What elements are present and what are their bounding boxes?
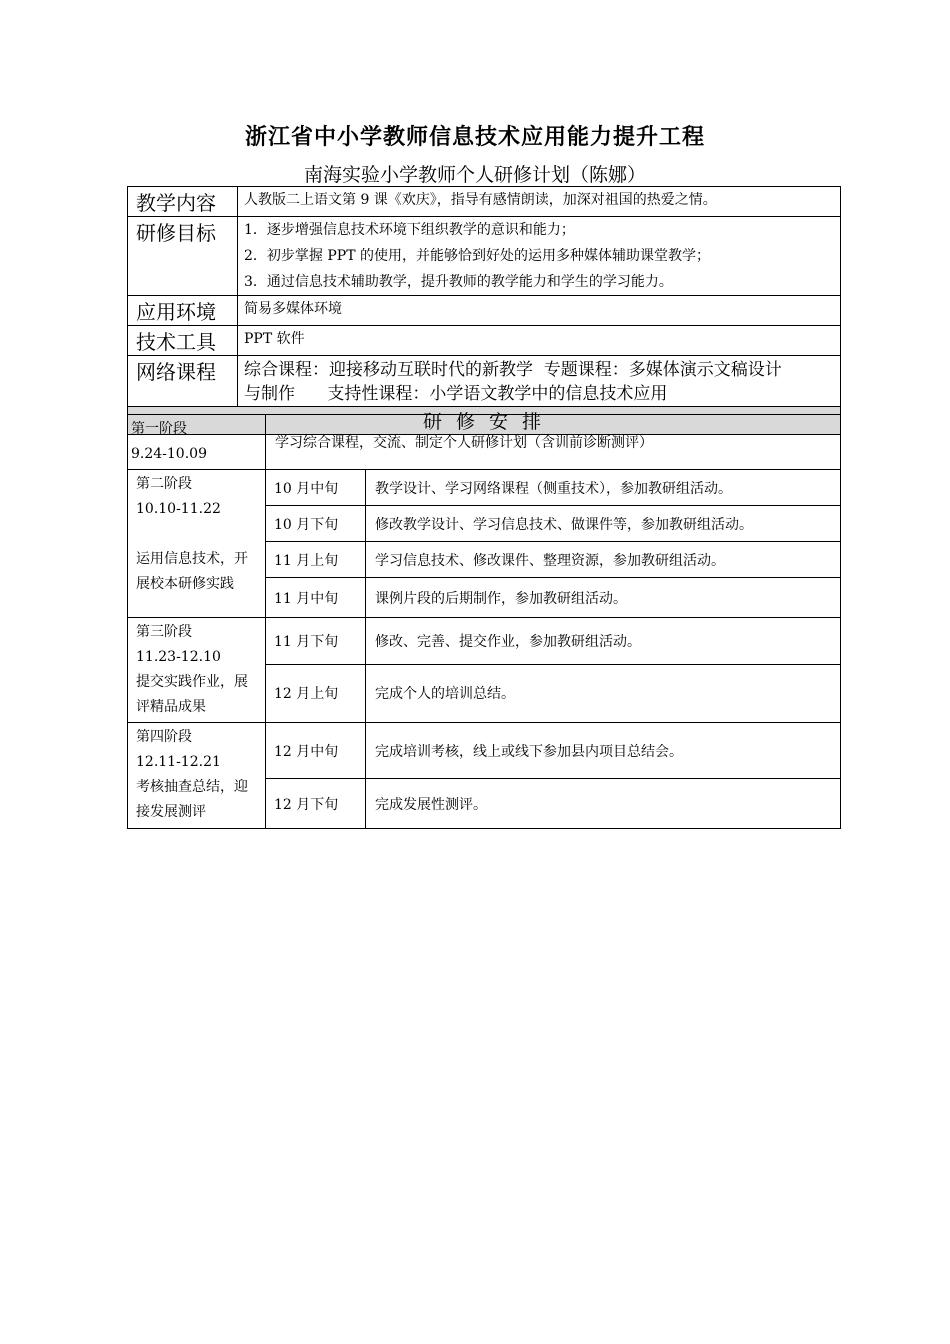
stage-desc: 运用信息技术，开展校本研修实践 bbox=[136, 551, 248, 592]
stage-name: 第三阶段 bbox=[136, 624, 192, 640]
course-label: 网络课程 bbox=[128, 356, 238, 407]
tool-value: PPT 软件 bbox=[238, 326, 841, 356]
task-cell: 完成个人的培训总结。 bbox=[366, 664, 841, 722]
env-row bbox=[128, 296, 841, 326]
task-cell: 修改、完善、提交作业，参加教研组活动。 bbox=[366, 618, 841, 665]
stage1-row bbox=[128, 415, 841, 470]
stage-name: 第一阶段 bbox=[131, 421, 187, 437]
period-cell: 10 月中旬 bbox=[266, 470, 366, 506]
stage-dates: 12.11-12.21 bbox=[136, 754, 221, 770]
schedule-table bbox=[127, 414, 841, 829]
goal-item: 1．逐步增强信息技术环境下组织教学的意识和能力； bbox=[244, 222, 575, 238]
stage-name: 第二阶段 bbox=[136, 476, 192, 492]
env-value: 简易多媒体环境 bbox=[238, 296, 841, 326]
goal-list bbox=[238, 217, 841, 296]
period-cell: 11 月下旬 bbox=[266, 618, 366, 665]
course-line: 综合课程：迎接移动互联时代的新教学 专题课程：多媒体演示文稿设计 bbox=[244, 360, 782, 380]
stage2-cell bbox=[128, 470, 266, 618]
table-row bbox=[128, 618, 841, 665]
period-cell: 11 月上旬 bbox=[266, 542, 366, 578]
goal-item: 2．初步掌握 PPT 的使用，并能够恰到好处的运用多种媒体辅助课堂教学； bbox=[244, 248, 710, 264]
env-label: 应用环境 bbox=[128, 296, 238, 326]
course-value bbox=[238, 356, 841, 407]
content-value: 人教版二上语文第 9 课《欢庆》，指导有感情朗读，加深对祖国的热爱之情。 bbox=[238, 187, 841, 217]
goal-row bbox=[128, 217, 841, 296]
period-cell: 12 月中旬 bbox=[266, 723, 366, 779]
task-cell: 教学设计、学习网络课程（侧重技术），参加教研组活动。 bbox=[366, 470, 841, 506]
stage-dates: 11.23-12.10 bbox=[136, 649, 221, 665]
stage-name: 第四阶段 bbox=[136, 729, 192, 745]
period-cell: 10 月下旬 bbox=[266, 506, 366, 542]
task-cell: 学习信息技术、修改课件、整理资源，参加教研组活动。 bbox=[366, 542, 841, 578]
stage-desc: 提交实践作业，展评精品成果 bbox=[136, 674, 248, 715]
tool-row bbox=[128, 326, 841, 356]
content-label: 教学内容 bbox=[128, 187, 238, 217]
stage-dates: 10.10-11.22 bbox=[136, 501, 221, 517]
course-line: 与制作 支持性课程：小学语文教学中的信息技术应用 bbox=[244, 384, 668, 404]
task-cell: 完成发展性测评。 bbox=[366, 779, 841, 829]
task-cell: 课例片段的后期制作，参加教研组活动。 bbox=[366, 578, 841, 618]
schedule-heading: 研 修 安 排 bbox=[128, 407, 841, 435]
document-title: 浙江省中小学教师信息技术应用能力提升工程 bbox=[244, 124, 705, 150]
document-subtitle: 南海实验小学教师个人研修计划（陈娜） bbox=[303, 164, 646, 186]
period-cell: 11 月中旬 bbox=[266, 578, 366, 618]
goal-item: 3．通过信息技术辅助教学，提升教师的教学能力和学生的学习能力。 bbox=[244, 274, 673, 290]
stage4-cell bbox=[128, 723, 266, 829]
table-row bbox=[128, 470, 841, 506]
task-cell: 完成培训考核，线上或线下参加县内项目总结会。 bbox=[366, 723, 841, 779]
plan-info-table bbox=[127, 186, 841, 435]
stage1-task: 学习综合课程，交流、制定个人研修计划（含训前诊断测评） bbox=[266, 415, 841, 470]
stage3-cell bbox=[128, 618, 266, 723]
course-row bbox=[128, 356, 841, 407]
stage-desc: 考核抽查总结，迎接发展测评 bbox=[136, 779, 248, 820]
period-cell: 12 月上旬 bbox=[266, 664, 366, 722]
table-row bbox=[128, 723, 841, 779]
tool-label: 技术工具 bbox=[128, 326, 238, 356]
task-cell: 修改教学设计、学习信息技术、做课件等，参加教研组活动。 bbox=[366, 506, 841, 542]
goal-label: 研修目标 bbox=[128, 217, 238, 296]
stage1-cell bbox=[128, 415, 266, 470]
content-row bbox=[128, 187, 841, 217]
stage-dates: 9.24-10.09 bbox=[131, 446, 207, 462]
period-cell: 12 月下旬 bbox=[266, 779, 366, 829]
